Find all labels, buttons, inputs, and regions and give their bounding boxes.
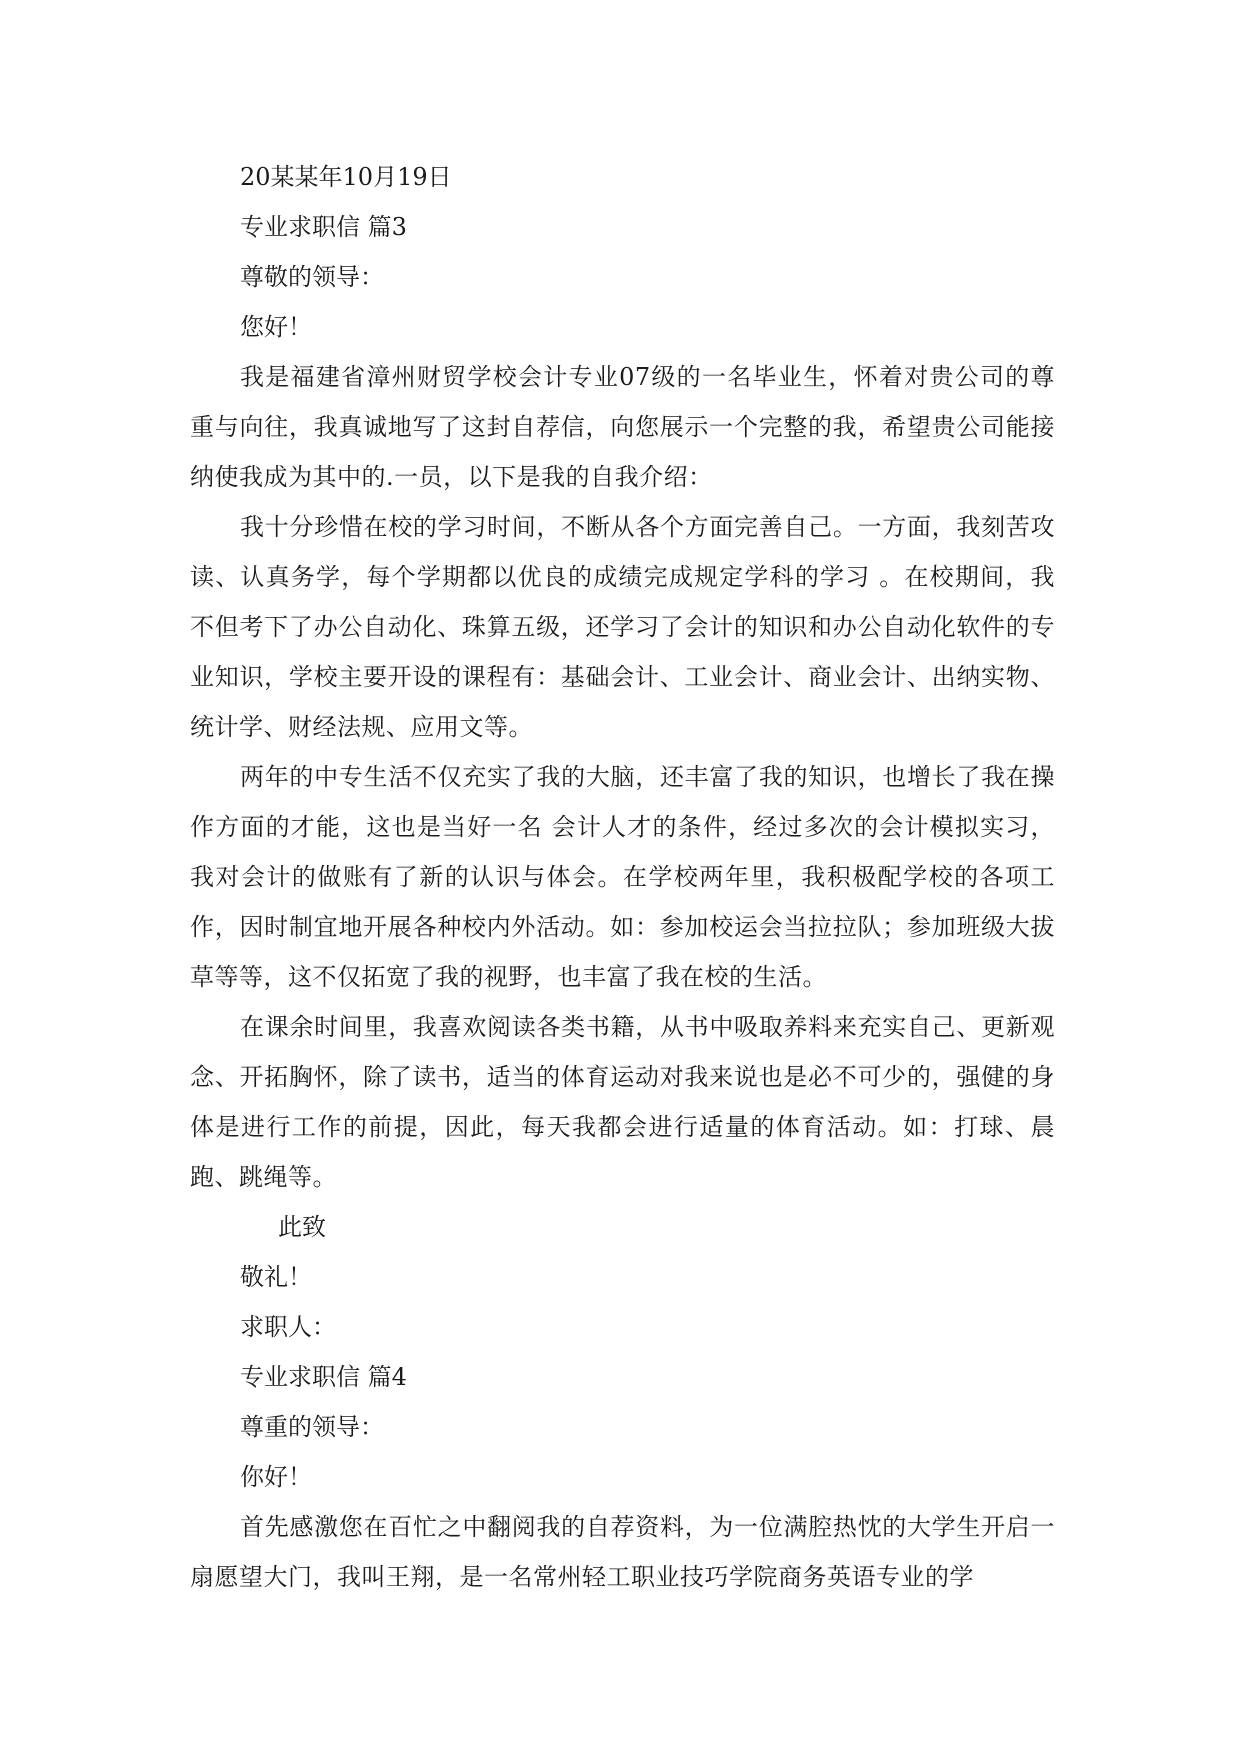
- section-4-salutation: 尊重的领导：: [240, 1413, 384, 1441]
- section-3-closing-2: 敬礼！: [240, 1263, 312, 1291]
- date-line: 20某某年10月19日: [240, 163, 452, 191]
- document-body: [190, 152, 1055, 1602]
- section-3-signature: 求职人：: [240, 1313, 336, 1341]
- section-3-title: 专业求职信 篇3: [240, 213, 407, 241]
- section-3-salutation: 尊敬的领导：: [240, 263, 384, 291]
- section-3-paragraph-1: 我是福建省漳州财贸学校会计专业07级的一名毕业生，怀着对贵公司的尊重与向往，我真诚地写了这封自荐信，向您展示一个完整的我，希望贵公司能接纳使我成为其中的.一员，以下是我的自我介绍：: [190, 363, 1055, 491]
- section-4-greeting: 你好！: [240, 1463, 312, 1491]
- section-3-closing-1: 此致: [278, 1213, 326, 1241]
- section-3-paragraph-2: 我十分珍惜在校的学习时间，不断从各个方面完善自己。一方面，我刻苦攻读、认真务学，每个学期都以优良的成绩完成规定学科的学习 。在校期间，我不但考下了办公自动化、珠算五级，还学习了会计的知识和办公自动化软件的专业知识，学校主要开设的课程有：基础会计、工业会计、商业会计、出纳实物、统计学、财经法规、应用文等。: [190, 513, 1055, 741]
- section-4-title: 专业求职信 篇4: [240, 1363, 407, 1391]
- section-3-greeting: 您好！: [240, 313, 312, 341]
- section-3-paragraph-4: 在课余时间里，我喜欢阅读各类书籍，从书中吸取养料来充实自己、更新观念、开拓胸怀，除了读书，适当的体育运动对我来说也是必不可少的，强健的身体是进行工作的前提，因此，每天我都会进行适量的体育活动。如：打球、晨跑、跳绳等。: [190, 1013, 1055, 1191]
- section-3-paragraph-3: 两年的中专生活不仅充实了我的大脑，还丰富了我的知识，也增长了我在操作方面的才能，这也是当好一名 会计人才的条件，经过多次的会计模拟实习，我对会计的做账有了新的认识与体会。在学校两年里，我积极配学校的各项工作，因时制宜地开展各种校内外活动。如：参加校运会当拉拉队；参加班级大拔草等等，这不仅拓宽了我的视野，也丰富了我在校的生活。: [190, 763, 1055, 991]
- section-4-paragraph-1: 首先感激您在百忙之中翻阅我的自荐资料，为一位满腔热忱的大学生开启一扇愿望大门，我叫王翔，是一名常州轻工职业技巧学院商务英语专业的学: [190, 1513, 1055, 1591]
